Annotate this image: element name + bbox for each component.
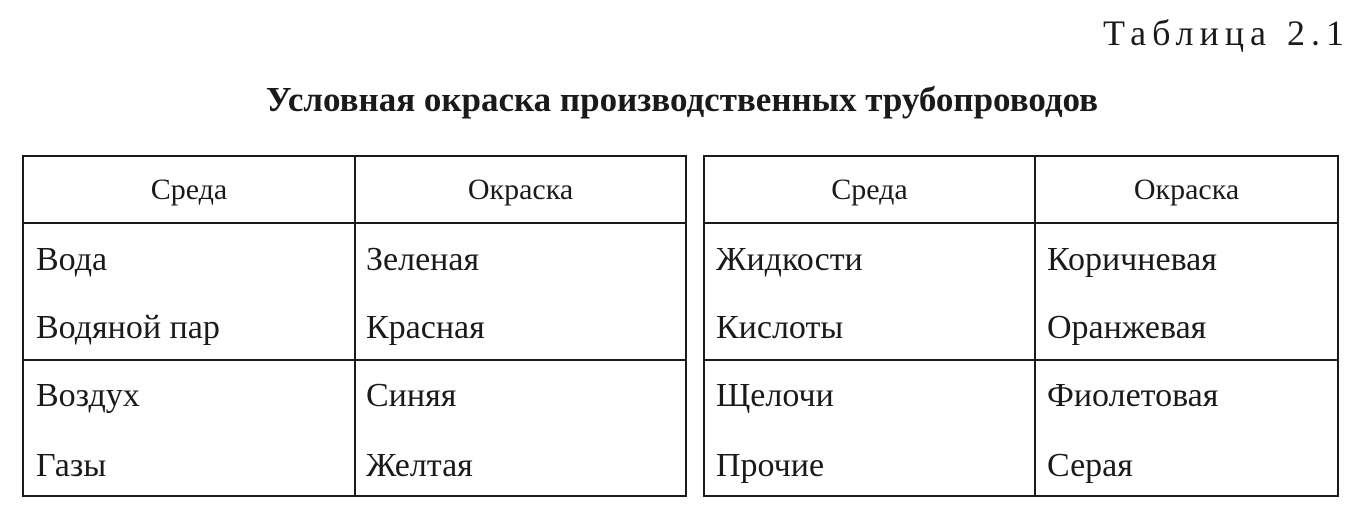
right-table-top-border — [703, 155, 1339, 157]
right-row-medium: Щелочи — [716, 377, 834, 414]
table-title: Условная окраска производственных трубопроводов — [265, 80, 1099, 119]
right-table-bottom-border — [703, 495, 1339, 497]
left-row-color: Синяя — [366, 377, 457, 414]
right-table-group-divider — [703, 359, 1339, 361]
left-row-color: Желтая — [366, 447, 473, 484]
left-header-color: Окраска — [467, 173, 574, 206]
left-row-medium: Вода — [36, 241, 108, 278]
left-row-color: Красная — [366, 309, 485, 346]
left-row-medium: Воздух — [36, 377, 140, 414]
left-row-medium: Водяной пар — [36, 309, 220, 346]
right-row-color: Фиолетовая — [1047, 377, 1219, 414]
right-table-header-border — [703, 222, 1339, 224]
right-row-medium: Жидкости — [716, 241, 863, 278]
right-row-color: Серая — [1047, 447, 1133, 484]
right-header-color: Окраска — [1133, 173, 1240, 206]
right-table-right-border — [1337, 155, 1339, 497]
right-header-medium: Среда — [831, 173, 908, 206]
left-row-color: Зеленая — [366, 241, 480, 278]
right-row-medium: Кислоты — [716, 309, 844, 346]
left-header-medium: Среда — [150, 173, 228, 206]
left-table-right-border — [685, 155, 687, 497]
right-row-medium: Прочие — [716, 447, 825, 484]
left-row-medium: Газы — [36, 447, 107, 484]
right-row-color: Коричневая — [1047, 241, 1217, 278]
table-number: Таблица 2.1 — [1103, 13, 1350, 53]
right-row-color: Оранжевая — [1047, 309, 1207, 346]
